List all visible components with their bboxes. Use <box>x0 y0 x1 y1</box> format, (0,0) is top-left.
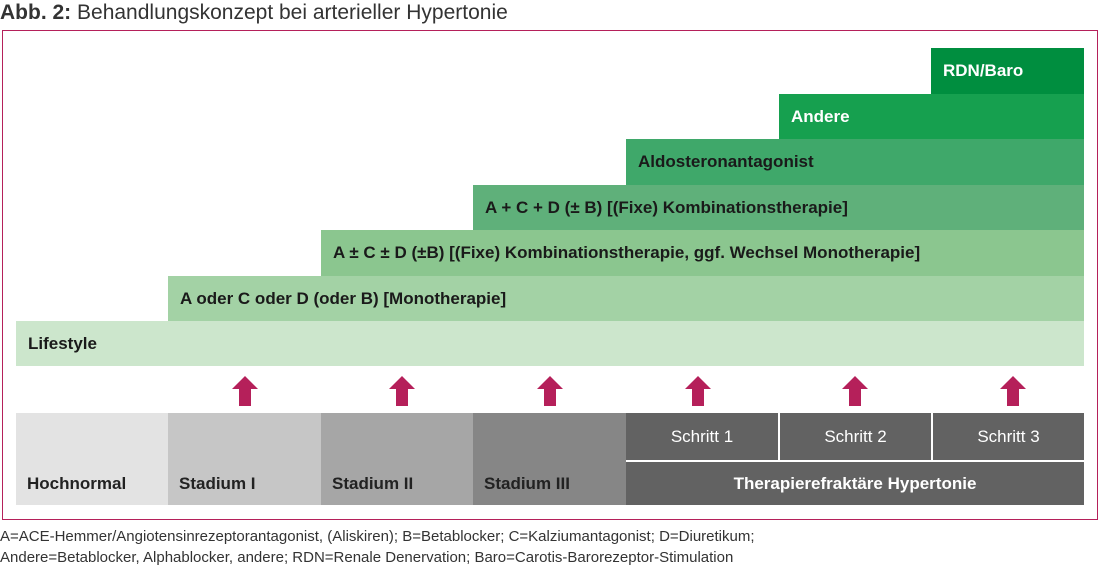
step-triple-combination <box>473 185 1084 230</box>
arrow-up-icon <box>685 376 711 406</box>
refractory-step-3-label: Schritt 3 <box>977 426 1040 446</box>
stage-hochnormal <box>16 413 168 505</box>
stage-stadium-i-label: Stadium I <box>179 474 256 493</box>
figure-label: Abb. 2: <box>0 1 72 24</box>
stage-stadium-iii <box>473 413 626 505</box>
arrow-up-icon <box>1000 376 1026 406</box>
step-lifestyle <box>16 321 1084 366</box>
arrow-up-icon <box>389 376 415 406</box>
stage-stadium-ii <box>321 413 473 505</box>
refractory-step-1 <box>626 413 778 460</box>
stage-stadium-ii-label: Stadium II <box>332 474 414 493</box>
refractory-step-3 <box>933 413 1084 460</box>
stage-hochnormal-label: Hochnormal <box>27 474 127 493</box>
step-combination-or-mono-label: A ± C ± D (±B) [(Fixe) Kombinationstherapie, ggf. Wechsel Monotherapie] <box>333 243 921 262</box>
step-andere <box>779 94 1084 139</box>
step-lifestyle-label: Lifestyle <box>28 333 97 353</box>
stage-stadium-i <box>168 413 321 505</box>
step-combination-or-mono <box>321 230 1084 276</box>
step-aldosteronantagonist <box>626 139 1084 185</box>
step-monotherapy-label: A oder C oder D (oder B) [Monotherapie] <box>180 288 507 308</box>
refractory-step-2-label: Schritt 2 <box>824 426 887 446</box>
refractory-step-1-label: Schritt 1 <box>670 426 734 446</box>
refractory-hypertension-label: Therapierefraktäre Hypertonie <box>733 473 977 493</box>
stage-stadium-iii-label: Stadium III <box>484 474 570 493</box>
step-monotherapy <box>168 276 1084 321</box>
figure-title <box>0 0 508 26</box>
step-aldosteronantagonist-label: Aldosteronantagonist <box>638 152 814 171</box>
step-triple-combination-label: A + C + D (± B) [(Fixe) Kombinationstherapie] <box>485 197 848 217</box>
refractory-step-2 <box>780 413 931 460</box>
footnote-line-2: Andere=Betablocker, Alphablocker, andere; RDN=Renale Denervation; Baro=Carotis-Barorezeptor-Stimulation <box>0 549 734 566</box>
arrow-up-icon <box>232 376 258 406</box>
arrow-up-icon <box>537 376 563 406</box>
refractory-hypertension <box>626 462 1084 505</box>
step-rdn-baro <box>931 48 1084 94</box>
arrow-up-icon <box>842 376 868 406</box>
figure-title-text: Behandlungskonzept bei arterieller Hypertonie <box>77 1 508 24</box>
step-andere-label: Andere <box>791 106 850 126</box>
footnote-line-1: A=ACE-Hemmer/Angiotensinrezeptorantagonist, (Aliskiren); B=Betablocker; C=Kalziumantagonist; D=Diuretikum; <box>0 528 755 545</box>
step-rdn-baro-label: RDN/Baro <box>943 61 1024 80</box>
